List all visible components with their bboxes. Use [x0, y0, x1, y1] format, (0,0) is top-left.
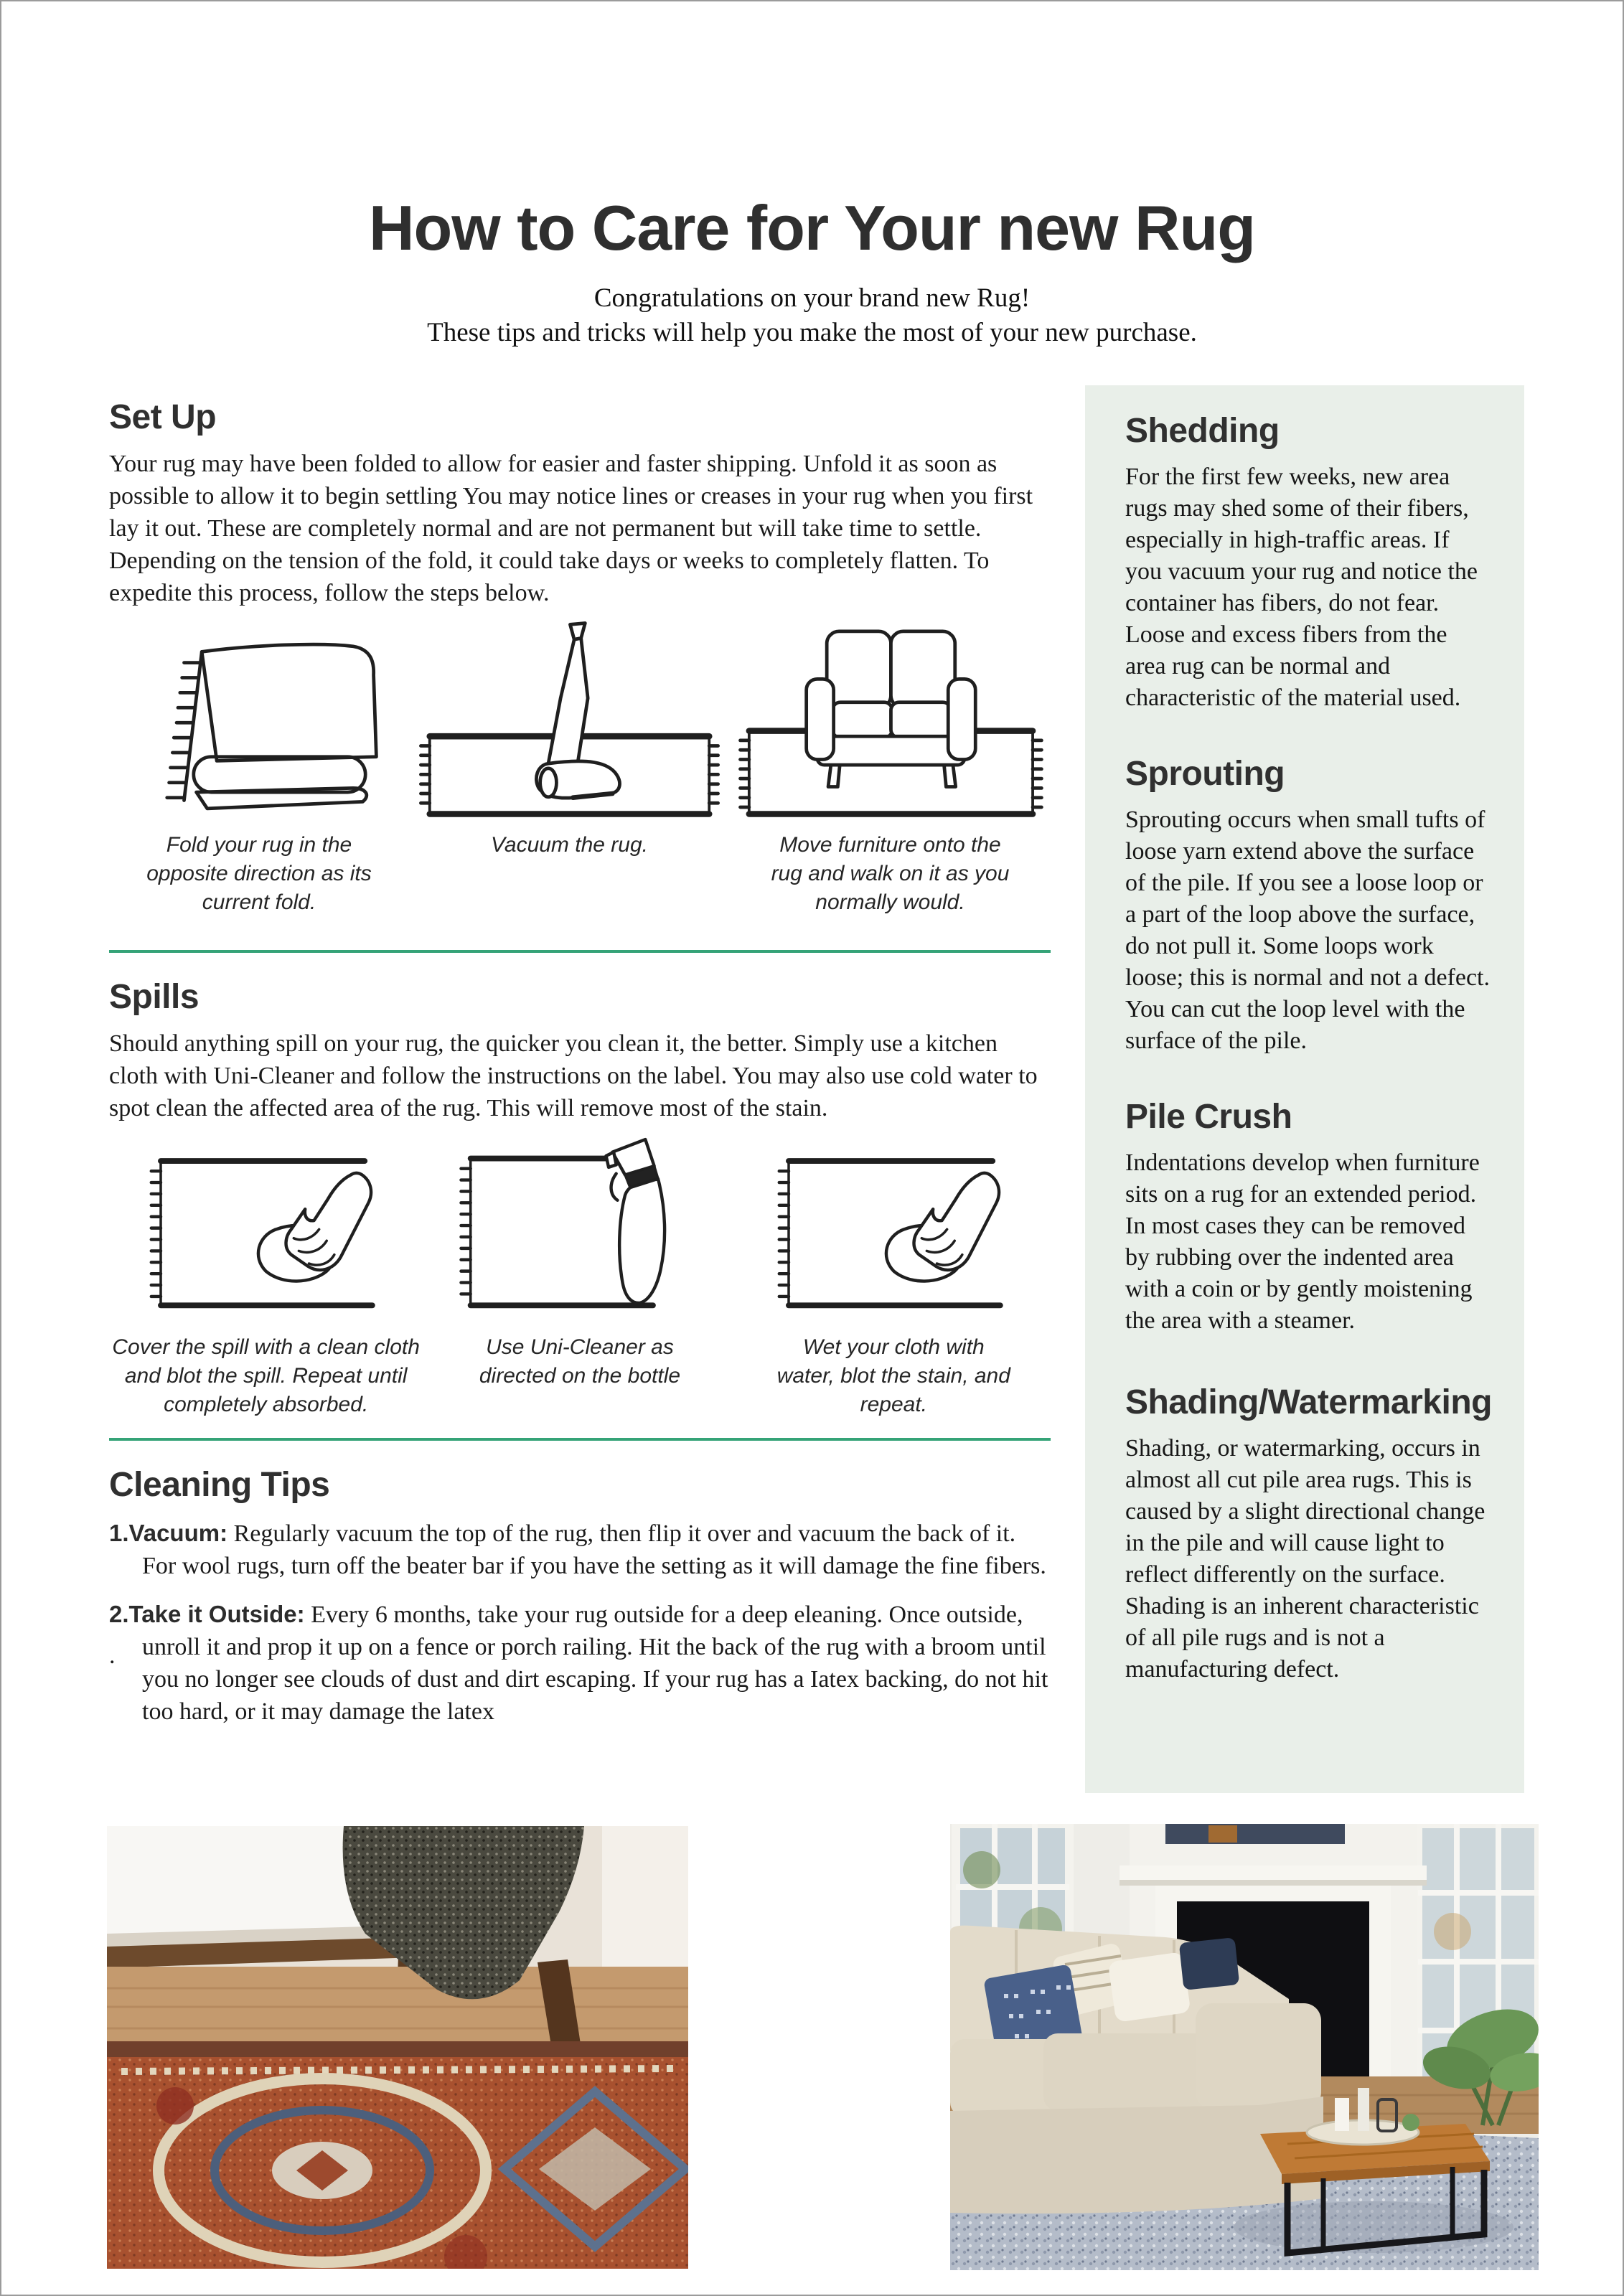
shedding-paragraph: For the first few weeks, new area rugs may shed some of their fibers, especially in high-traffic areas. If you vacuum your rug and notice the container has fibers, do not fear. Loose and excess fibers from the area rug can be normal and characteristic of the material used.: [1125, 464, 1478, 711]
cleaning-tips-heading: Cleaning Tips: [109, 1466, 330, 1504]
tip-take-outside: [109, 1598, 1051, 1728]
sprouting-paragraph: Sprouting occurs when small tufts of loose yarn extend above the surface of the pile. If you see a loose loop or a part of the loop above the surface, do not pull it. Some loops work loose; this is normal and not a defect. You can cut the loop level with the surface of the pile.: [1125, 806, 1490, 1054]
spills-caption-spray: Use Uni-Cleaner as directed on the bottle: [479, 1335, 681, 1388]
spills-caption-blot: Cover the spill with a clean cloth and blot the spill. Repeat until completely absorbed.: [112, 1335, 420, 1416]
spills-step-blot: [109, 1133, 423, 1419]
couch-on-rug-icon: [730, 616, 1051, 821]
stray-mark: .: [109, 1642, 116, 1669]
sidebar-section-shedding: [1125, 411, 1491, 714]
sidebar-section-pile-crush: [1125, 1097, 1491, 1337]
main-column: [109, 397, 1051, 1728]
spills-paragraph: Should anything spill on your rug, the quicker you clean it, the better. Simply use a kitchen cloth with Uni-Cleaner and follow the instructions on the label. You may also use cold water to spot clean the affected area of the rug. This will remove most of the stain.: [109, 1030, 1038, 1121]
tip-label: Take it Outside:: [128, 1601, 305, 1627]
vacuum-on-rug-icon: [409, 616, 730, 821]
tip-label: Vacuum:: [128, 1520, 228, 1546]
shading-watermarking-heading: Shading/Watermarking: [1125, 1383, 1492, 1421]
pile-crush-paragraph: Indentations develop when furniture sits on a rug for an extended period. In most cases they can be removed by rubbing over the indented area with a coin or by gently moistening the area with a steamer.: [1125, 1149, 1480, 1334]
setup-caption-fold: Fold your rug in the opposite direction as its current fold.: [146, 833, 372, 914]
sidebar-section-shading: [1125, 1383, 1491, 1685]
green-divider: [109, 950, 1051, 953]
bedroom-rug-photo: [107, 1826, 688, 2269]
shading-watermarking-paragraph: Shading, or watermarking, occurs in almost all cut pile area rugs. This is caused by a slight directional change in the pile and will cause light to reflect differently on the surface. Shading is an inherent characteristic of all pile rugs and is not a manufacturing defect.: [1125, 1435, 1485, 1683]
spills-caption-wet: Wet your cloth with water, blot the stain, and repeat.: [776, 1335, 1010, 1416]
spills-heading: Spills: [109, 978, 200, 1016]
tip-number: 1.: [109, 1520, 129, 1546]
setup-step-vacuum: [409, 616, 730, 917]
shedding-heading: Shedding: [1125, 412, 1280, 450]
living-room-rug-photo: [950, 1824, 1539, 2270]
setup-steps: [109, 616, 1051, 917]
sprouting-heading: Sprouting: [1125, 755, 1285, 793]
sidebar-panel: [1085, 385, 1524, 1793]
subtitle-line-1: Congratulations on your brand new Rug!: [593, 283, 1031, 313]
subtitle-line-2: These tips and tricks will help you make the most of your new purchase.: [427, 318, 1197, 347]
spills-step-spray: [423, 1133, 736, 1419]
page-title: How to Care for Your new Rug: [368, 192, 1256, 263]
tip-vacuum: [109, 1517, 1051, 1582]
setup-step-fold: [109, 616, 409, 917]
tip-text: Every 6 months, take your rug outside for a deep eleaning. Once outside, unroll it and prop it up on a fence or porch railing. Hit the back of the rug with a broom until you no longer see clouds of dust and dirt escaping. If your rug has a Iatex backing, do not hit too hard, or it may damage the latex: [142, 1601, 1048, 1725]
header: [1, 194, 1623, 350]
cleaning-tips-list: [109, 1517, 1051, 1728]
setup-caption-furniture: Move furniture onto the rug and walk on it as you normally would.: [771, 833, 1010, 914]
spills-step-wet: [737, 1133, 1051, 1419]
green-divider: [109, 1438, 1051, 1441]
setup-paragraph: Your rug may have been folded to allow for easier and faster shipping. Unfold it as soon as possible to allow it to begin settling You may notice lines or creases in your rug when you first lay it out. These are completely normal and are not permanent but will take time to settle. Depending on the tension of the fold, it could take days or weeks to completely flatten. To expedite this process, follow the steps below.: [109, 451, 1033, 606]
setup-heading: Set Up: [109, 398, 217, 436]
folded-rug-icon: [109, 616, 409, 821]
setup-step-furniture: [730, 616, 1051, 917]
sidebar-section-sprouting: [1125, 754, 1491, 1057]
spray-bottle-icon: [423, 1133, 736, 1323]
blot-cloth-icon: [109, 1133, 423, 1323]
pile-crush-heading: Pile Crush: [1125, 1098, 1292, 1136]
setup-caption-vacuum: Vacuum the rug.: [490, 833, 648, 857]
spills-steps: [109, 1133, 1051, 1419]
tip-text: Regularly vacuum the top of the rug, then flip it over and vacuum the back of it. For wool rugs, turn off the beater bar if you have the setting as it will damage the fine fibers.: [142, 1520, 1046, 1579]
tip-number: 2.: [109, 1601, 129, 1627]
wet-cloth-icon: [737, 1133, 1051, 1323]
